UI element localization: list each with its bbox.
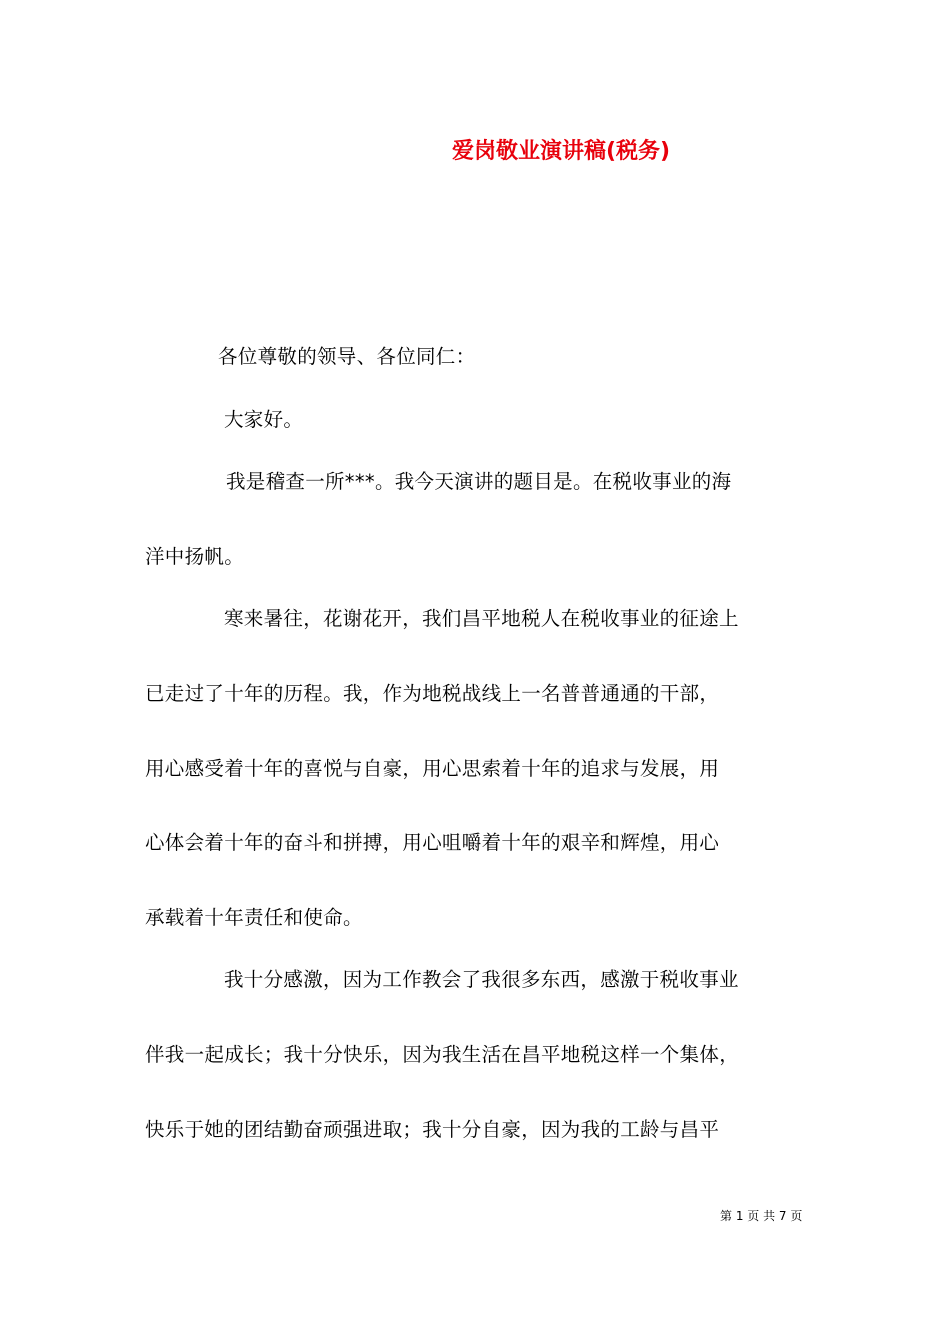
paragraph-line: 快乐于她的团结勤奋顽强进取；我十分自豪，因为我的工龄与昌平 [145, 1118, 720, 1141]
paragraph-line: 我是稽查一所***。我今天演讲的题目是。在税收事业的海 [226, 470, 732, 493]
page-number: 第 1 页 共 7 页 [720, 1209, 803, 1223]
paragraph-line: 我十分感激，因为工作教会了我很多东西，感激于税收事业 [224, 968, 739, 991]
paragraph-line: 用心感受着十年的喜悦与自豪，用心思索着十年的追求与发展，用 [145, 757, 720, 780]
salutation-line: 各位尊敬的领导、各位同仁： [218, 345, 476, 368]
paragraph-line: 承载着十年责任和使命。 [145, 906, 363, 929]
paragraph-line: 洋中扬帆。 [145, 545, 245, 568]
paragraph-line: 寒来暑往，花谢花开，我们昌平地税人在税收事业的征途上 [224, 607, 739, 630]
paragraph-line: 已走过了十年的历程。我，作为地税战线上一名普普通通的干部， [145, 682, 720, 705]
paragraph-line: 心体会着十年的奋斗和拼搏，用心咀嚼着十年的艰辛和辉煌，用心 [145, 831, 720, 854]
greeting-line: 大家好。 [224, 408, 304, 431]
paragraph-line: 伴我一起成长；我十分快乐，因为我生活在昌平地税这样一个集体， [145, 1043, 740, 1066]
document-title: 爱岗敬业演讲稿(税务) [452, 139, 671, 164]
